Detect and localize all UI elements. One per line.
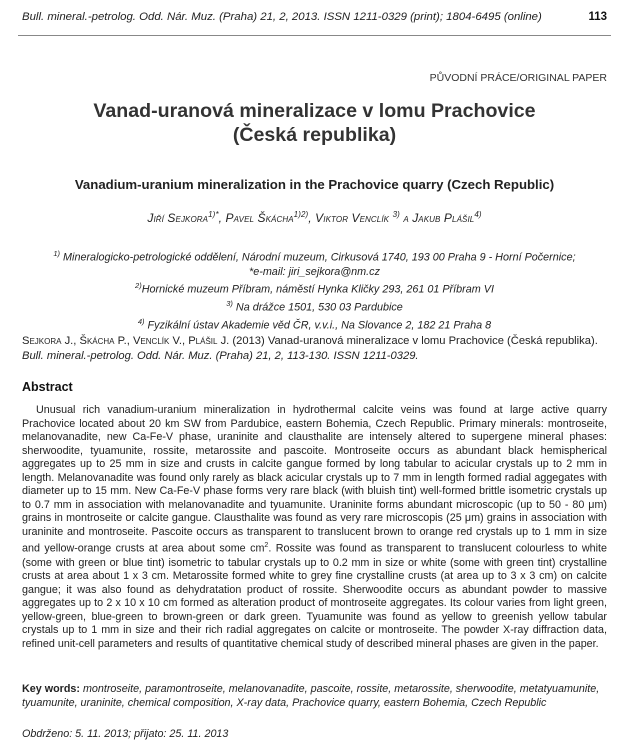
author-affiliation-mark: 1)* [208,210,219,219]
affiliations [0,247,629,333]
author-name: Jiří Sejkora [147,211,209,225]
author-affiliation-mark: 4) [474,210,482,219]
author-name: Pavel Škácha [225,211,294,225]
affiliation-mark: 2) [135,281,142,291]
author-separator: , [218,211,226,225]
affiliation-line [0,247,629,265]
affiliation-mark: 4) [137,316,145,326]
english-title: Vanadium-uranium mineralization in the Prachovice quarry (Czech Republic) [74,177,555,192]
abstract-body-continued: . Rossite was found as transparent to translucent colourless to white (some with green or blue tint) isometric to tabular crystals up to 0.2 mm in size or white (some with green tint) crystalline crusts at area about 1 x 3 cm. Metarossite formed white to grey fine crystalline crusts (at area up to 3 x 3 cm) on calcite gangue; it was also found as dehydratation product of rossite. Sherwoodite occurs as abundant powder to massive aggregates up to 2 x 10 x 10 cm formed as alteration product of montroseite aggregates. Its colour varies from light green, yellow-green, blue-green to brown-green or dark green. Tyuamunite was found as yellow to greenish yellow tabular crystals up to 1 mm in size and their rich radial aggregates on calcite or montroseite. The powder X-ray diffraction data, refined unit-cell parameters and results of quantitative chemical study of described mineral phases are given in the paper. [22,543,607,650]
affiliation-line [0,315,629,333]
title-line-1: Vanad-uranová mineralizace v lomu Prachovice [93,100,536,122]
affiliation-mark: 1) [53,249,61,258]
author-affiliation-mark: 3) [392,210,400,219]
citation-block [22,334,607,364]
page-number: 113 [588,11,607,23]
title-line-2: (Česká republika) [232,124,397,146]
email-line: *e-mail: jiri_sejkora@nm.cz [249,265,380,278]
citation-authors: Sejkora J., Škácha P., Venclík V., Plášil J. [22,335,230,347]
affiliation-text: Fyzikální ústav Akademie věd ČR, v.v.i., Na Slovance 2, 182 21 Praha 8 [144,319,492,332]
author-list [0,210,629,225]
affiliation-text: Mineralogicko-petrologické oddělení, Národní muzeum, Cirkusová 1740, 193 00 Praha 9 - Horní Počernice; [60,251,576,264]
paper-title [0,99,629,147]
abstract-text [22,404,607,651]
journal-reference: Bull. mineral.-petrolog. Odd. Nár. Muz. (Praha) 21, 2, 2013. ISSN 1211-0329 (print); 1804-6495 (online) [22,11,542,23]
section-label: PŮVODNÍ PRÁCE/ORIGINAL PAPER [429,72,607,84]
affiliation-line [0,297,629,315]
citation-journal: Bull. mineral.-petrolog. Odd. Nár. Muz. (Praha) 21, 2, 113-130. ISSN 1211-0329. [22,350,419,362]
keywords [22,683,607,710]
author-separator: a [399,211,413,225]
keywords-label: Key words: [22,683,80,695]
author-affiliation-mark: 1)2) [293,210,309,219]
received-dates: Obdrženo: 5. 11. 2013; přijato: 25. 11. 2013 [22,728,229,740]
affiliation-mark: 3) [226,299,233,309]
running-header [22,11,607,23]
affiliation-text: Hornické muzeum Příbram, náměstí Hynka Kličky 293, 261 01 Příbram VI [141,283,494,296]
affiliation-line [0,279,629,297]
author-separator: , [308,211,316,225]
author-name: Jakub Plášil [412,211,475,225]
superscript: 2 [264,542,269,550]
citation-text: (2013) Vanad-uranová mineralizace v lomu Prachovice (Česká republika). [229,335,598,347]
author-name: Viktor Venclík [315,211,390,225]
header-divider [18,35,611,36]
keywords-text: montroseite, paramontroseite, melanovanadite, pascoite, rossite, metarossite, sherwoodite, metatyuamunite, tyuamunite, uraninite, chemical composition, X-ray data, Prachovice quarry, eastern Bohemia, Czech Republic [22,683,600,709]
abstract-body: Unusual rich vanadium-uranium mineralization in hydrothermal calcite veins was found at large active quarry Prachovice located about 20 km SW from Pardubice, eastern Bohemia, Czech Republic. Primary minerals: montroseite, melanovanadite, new Ca-Fe-V phase, uraninite and clausthalite are intensely altered to supergene mineral phases: sherwoodite, tyuamunite, rossite, metarossite and pascoite. Montroseite occurs as abundant black hemispherical aggregates up to 25 mm in size and crusts in calcite gangue formed by long tabular to acicular crystals up to 2 mm in length. Melanovanadite was found only rarely as black acicular crystals up to 7 mm in length formed radial aggegates with diameter up to 15 mm. New Ca-Fe-V phase forms very rare black (with bluish tint) well-formed brittle isometric crystals up to 0.7 mm in association with melanovanadite and tyuamunite. Uraninite forms abundant microscopic (up to 50 - 80 μm) grains in montroseite or calcite gangue. Clausthalite was found as very rare microscopis (25 μm) grains in association with uraninite and montroseite. Pascoite occurs as transparent to translucent brown to orange red crystals up to 1 mm in size and yellow-orange crusts at area about some cm [22,404,607,556]
abstract-heading: Abstract [22,380,73,394]
affiliation-text: Na drážce 1501, 530 03 Pardubice [232,301,403,314]
